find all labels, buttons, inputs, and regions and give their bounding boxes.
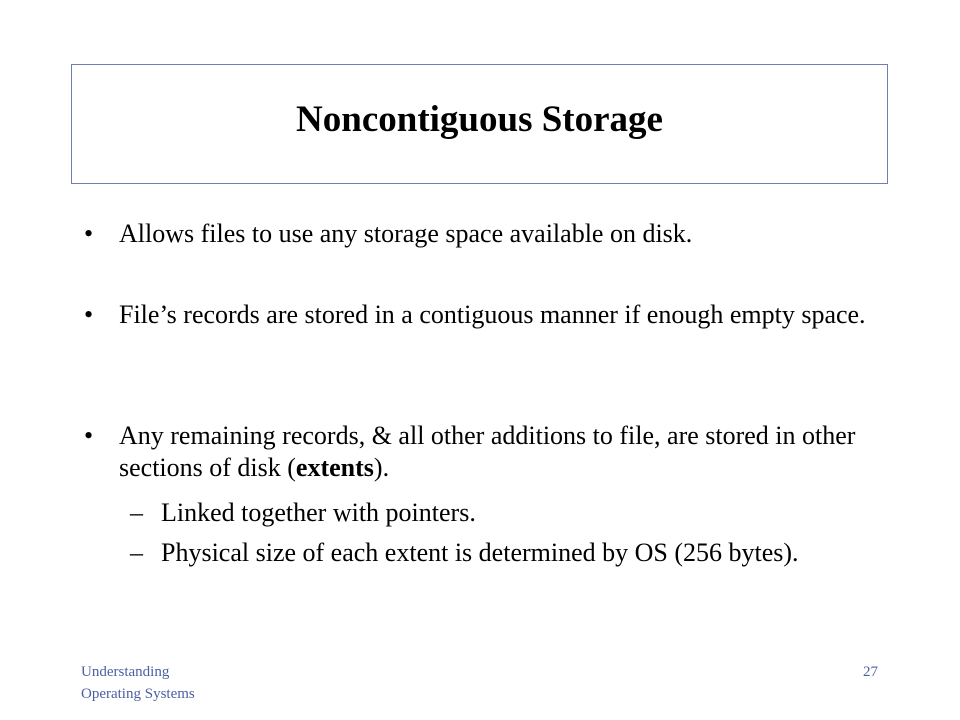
bullet-marker: • — [84, 421, 94, 450]
bullet-text — [119, 420, 879, 484]
page-number: 27 — [863, 664, 878, 680]
title-box — [71, 64, 888, 184]
bullet-text-bold-term: extents — [295, 453, 374, 482]
bullet-item-2 — [84, 299, 884, 331]
sub-bullet-text: Linked together with pointers. — [161, 498, 476, 527]
sub-bullet-item-1 — [130, 497, 870, 529]
footer-course-line-2: Operating Systems — [81, 686, 195, 702]
slide-title: Noncontiguous Storage — [296, 98, 663, 140]
sub-bullet-marker: – — [130, 498, 143, 527]
sub-bullet-marker: – — [130, 538, 143, 567]
bullet-text-before: Any remaining records, & all other additions to file, are stored in other sections of disk ( — [119, 421, 856, 482]
bullet-item-1 — [84, 218, 884, 250]
bullet-text: Allows files to use any storage space available on disk. — [119, 219, 693, 248]
footer-course-title — [81, 661, 195, 705]
bullet-marker: • — [84, 300, 94, 329]
bullet-text: File’s records are stored in a contiguous manner if enough empty space. — [119, 300, 866, 329]
sub-bullet-item-2 — [130, 537, 870, 569]
bullet-item-3 — [84, 420, 884, 484]
bullet-marker: • — [84, 219, 94, 248]
bullet-text-after: ). — [373, 453, 390, 482]
sub-bullet-text: Physical size of each extent is determined by OS (256 bytes). — [161, 538, 799, 567]
footer-course-line-1: Understanding — [81, 664, 170, 680]
